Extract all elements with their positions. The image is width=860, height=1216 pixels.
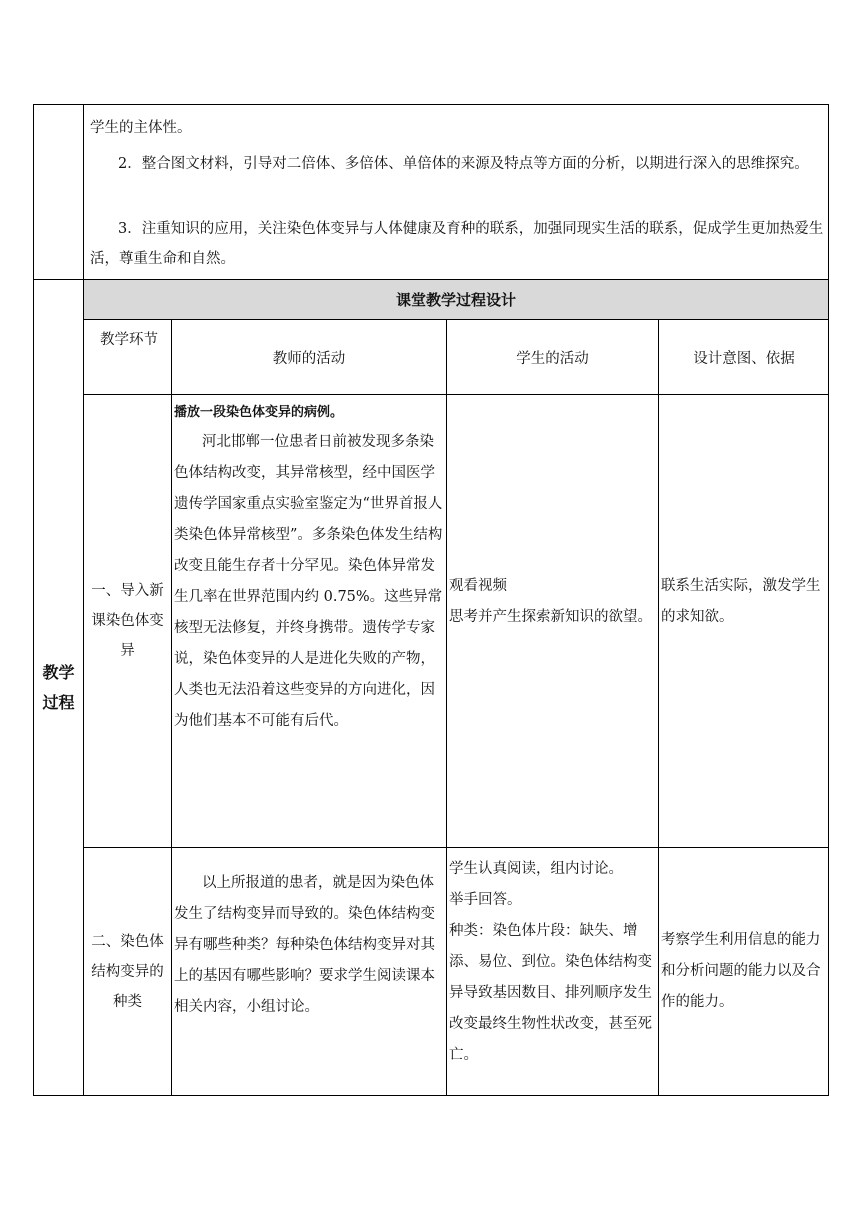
column-divider bbox=[446, 320, 447, 1095]
teacher-activity bbox=[174, 868, 444, 1023]
design-purpose bbox=[661, 925, 827, 1018]
header-student: 学生的活动 bbox=[516, 350, 589, 367]
stage-label: 二、染色体结构变异的种类 bbox=[91, 934, 164, 1010]
objective-line-1: 学生的主体性。 bbox=[90, 120, 192, 136]
section-label: 教学过程 bbox=[42, 662, 75, 712]
table-title: 课堂教学过程设计 bbox=[84, 280, 828, 320]
student-activity-line: 学生认真阅读，组内讨论。 bbox=[449, 861, 623, 877]
objectives-block bbox=[33, 104, 829, 280]
objective-item-3: 3．注重知识的应用，关注染色体变异与人体健康及育种的联系，加强同现实生活的联系，促成学生更加热爱生活，尊重生命和自然。 bbox=[90, 221, 824, 267]
objectives-label-cell bbox=[34, 105, 84, 279]
design-purpose bbox=[661, 571, 827, 633]
objective-item-2: 2．整合图文材料，引导对二倍体、多倍体、单倍体的来源及特点等方面的分析，以期进行深入的思维探究。 bbox=[118, 156, 809, 172]
header-teacher: 教师的活动 bbox=[272, 350, 346, 367]
teacher-activity bbox=[174, 401, 444, 737]
teacher-activity-text: 河北邯郸一位患者日前被发现多条染色体结构改变，其异常核型，经中国医学遗传学国家重点实验室鉴定为“世界首报人类染色体异常核型”。多条染色体发生结构改变且能生存者十分罕见。染色体异常发生几率在世界范围内约 0.75%。这些异常核型无法修复，并终身携带。遗传学专家说，染色体变异的人是进化失败的产物，人类也无法沿着这些变异的方向进化，因为他们基本不可能有后代。 bbox=[174, 434, 443, 729]
student-activity-line: 思考并产生探索新知识的欲望。 bbox=[449, 609, 652, 625]
student-activity-line: 举手回答。 bbox=[449, 892, 522, 908]
table-row bbox=[84, 848, 171, 1096]
row-divider bbox=[84, 847, 828, 848]
table-row bbox=[84, 395, 171, 847]
column-divider bbox=[171, 320, 172, 1095]
header-purpose: 设计意图、依据 bbox=[693, 350, 795, 367]
design-purpose-text: 考察学生利用信息的能力和分析问题的能力以及合作的能力。 bbox=[661, 932, 821, 1010]
stage-label: 一、导入新课染色体变异 bbox=[91, 583, 164, 659]
student-activity-line: 种类：染色体片段：缺失、增添、易位、到位。染色体结构变异导致基因数目、排列顺序发生改变最终生物性状改变，甚至死亡。 bbox=[449, 923, 652, 1063]
teacher-activity-text: 以上所报道的患者，就是因为染色体发生了结构变异而导致的。染色体结构变异有哪些种类？每种染色体结构变异对其上的基因有哪些影响？要求学生阅读课本相关内容，小组讨论。 bbox=[174, 875, 435, 1015]
column-divider bbox=[658, 320, 659, 1095]
row-divider bbox=[84, 394, 828, 395]
teacher-activity-title: 播放一段染色体变异的病例。 bbox=[174, 405, 344, 420]
student-activity bbox=[449, 854, 656, 1071]
student-activity-line: 观看视频 bbox=[449, 578, 507, 594]
header-stage: 教学环节 bbox=[100, 332, 158, 348]
student-activity bbox=[449, 571, 656, 633]
teaching-process-table bbox=[33, 280, 829, 1096]
section-label-cell bbox=[34, 280, 84, 1095]
design-purpose-text: 联系生活实际，激发学生的求知欲。 bbox=[661, 578, 821, 625]
